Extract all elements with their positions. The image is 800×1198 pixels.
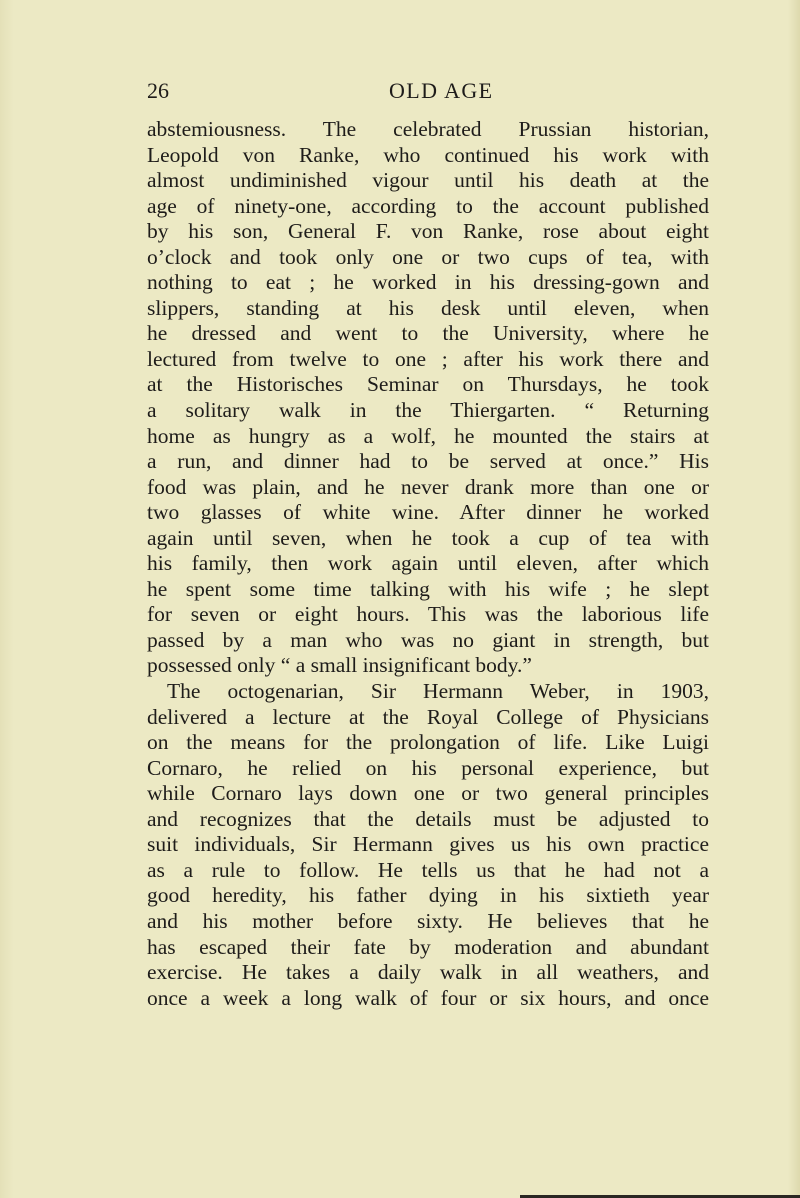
text-line: a run, and dinner had to be served at once.” His <box>147 449 709 474</box>
text-line: he dressed and went to the University, where he <box>147 321 709 346</box>
text-line: age of ninety-one, according to the account published <box>147 193 709 218</box>
text-line: again until seven, when he took a cup of tea with <box>147 525 709 550</box>
text-line: abstemiousness. The celebrated Prussian historian, <box>147 117 709 141</box>
text-line: delivered a lecture at the Royal College of Physicians <box>147 704 709 729</box>
paragraph-first-line: The octogenarian, Sir Hermann Weber, in 1903, <box>167 679 709 704</box>
text-line: food was plain, and he never drank more than one or <box>147 474 709 499</box>
text-line: home as hungry as a wolf, he mounted the stairs at <box>147 423 709 448</box>
text-line: slippers, standing at his desk until eleven, when <box>147 295 709 320</box>
page-right-edge-shadow <box>788 0 800 1198</box>
paragraph-last-line: possessed only “ a small insignificant body.” <box>147 653 532 678</box>
text-line: passed by a man who was no giant in strength, but <box>147 627 709 652</box>
text-line: for seven or eight hours. This was the laborious life <box>147 602 709 627</box>
running-header <box>0 76 800 106</box>
text-line: o’clock and took only one or two cups of tea, with <box>147 244 709 269</box>
text-line: suit individuals, Sir Hermann gives us his own practice <box>147 832 709 857</box>
text-line: Leopold von Ranke, who continued his work with <box>147 142 709 167</box>
running-title: OLD AGE <box>389 78 494 103</box>
text-line: he spent some time talking with his wife ; he slept <box>147 576 709 601</box>
text-line: as a rule to follow. He tells us that he had not a <box>147 857 709 882</box>
text-line: and recognizes that the details must be adjusted to <box>147 806 709 831</box>
text-line: while Cornaro lays down one or two general principles <box>147 781 709 806</box>
text-line: two glasses of white wine. After dinner he worked <box>147 500 709 525</box>
text-line: once a week a long walk of four or six hours, and once <box>147 985 709 1010</box>
text-line: Cornaro, he relied on his personal experience, but <box>147 755 709 780</box>
page-number: 26 <box>147 78 169 103</box>
text-line: good heredity, his father dying in his sixtieth year <box>147 883 709 908</box>
text-line: by his son, General F. von Ranke, rose about eight <box>147 219 709 244</box>
text-line: on the means for the prolongation of life. Like Luigi <box>147 730 709 755</box>
body-text <box>147 117 709 1011</box>
text-line: has escaped their fate by moderation and abundant <box>147 934 709 959</box>
page-left-edge-shadow <box>0 0 14 1198</box>
text-line: at the Historisches Seminar on Thursdays, he took <box>147 372 709 397</box>
text-line: his family, then work again until eleven, after which <box>147 551 709 576</box>
text-line: a solitary walk in the Thiergarten. “ Returning <box>147 398 709 423</box>
text-line: almost undiminished vigour until his death at the <box>147 168 709 193</box>
text-line: exercise. He takes a daily walk in all weathers, and <box>147 960 709 985</box>
text-line: and his mother before sixty. He believes that he <box>147 908 709 933</box>
text-line: nothing to eat ; he worked in his dressing-gown and <box>147 270 709 295</box>
text-line: lectured from twelve to one ; after his work there and <box>147 346 709 371</box>
